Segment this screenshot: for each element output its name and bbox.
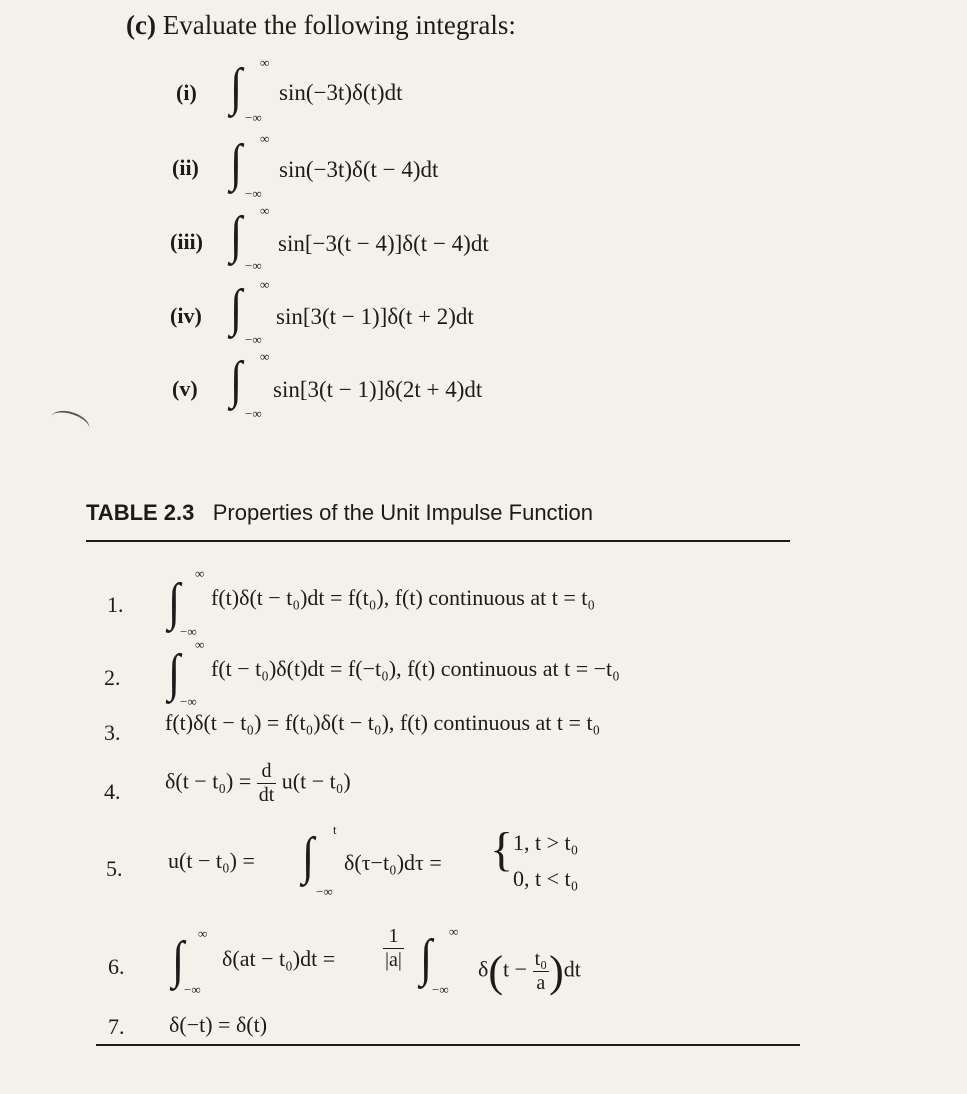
integral-lower-limit: −∞ (316, 884, 333, 899)
rhs-term: t − (503, 956, 528, 982)
row-number: 3. (104, 720, 121, 745)
integral-upper-limit: ∞ (195, 566, 205, 581)
fraction-denominator: a (536, 972, 546, 994)
derivative-fraction (257, 760, 277, 807)
integral-lower-limit: −∞ (184, 982, 201, 997)
table-caption (86, 500, 593, 526)
integral-expression: sin[3(t − 1)]δ(2t + 4)dt (273, 377, 483, 402)
fraction-numerator: d (257, 760, 277, 784)
property-expression: f(t)δ(t − t₀)dt = f(t₀), f(t) continuous at t = t₀ (211, 585, 596, 610)
integral-sign: ∫ (172, 932, 185, 989)
table-label: TABLE 2.3 (86, 500, 195, 525)
integral-upper-limit: ∞ (260, 55, 270, 70)
integral-lower-limit: −∞ (245, 332, 262, 347)
integral-expression: sin[3(t − 1)]δ(t + 2)dt (276, 304, 474, 329)
property-rhs: δ(t − $\frac{\text{t₀}}{a}$ )dt (478, 947, 581, 996)
integral-sign: ∫ (168, 574, 181, 631)
integral-sign: ∫ (230, 59, 243, 116)
piecewise-case: 0, t < t₀ (513, 866, 579, 891)
integral-expression: sin(−3t)δ(t)dt (279, 80, 403, 105)
table-top-rule (86, 540, 790, 542)
fraction-numerator: 1 (383, 925, 404, 949)
piecewise-brace: { (490, 823, 514, 876)
property-rhs: u(t − t₀) (281, 768, 351, 794)
integral-upper-limit: ∞ (260, 203, 270, 218)
integral-upper-limit: ∞ (260, 131, 270, 146)
rhs-differential: dt (563, 956, 581, 982)
property-lhs: δ(at − t₀)dt = (222, 946, 336, 971)
row-number: 2. (104, 665, 121, 690)
integral-upper-limit: ∞ (260, 277, 270, 292)
integral-upper-limit: ∞ (195, 637, 205, 652)
integral-upper-limit: ∞ (198, 926, 208, 941)
integral-lower-limit: −∞ (245, 110, 262, 125)
integral-sign: ∫ (230, 352, 243, 409)
integral-label: (iv) (170, 303, 202, 328)
integral-expression: sin[−3(t − 4)]δ(t − 4)dt (278, 231, 489, 256)
property-expression (165, 760, 351, 807)
property-expression: f(t − t₀)δ(t)dt = f(−t₀), f(t) continuous at t = −t₀ (211, 656, 620, 681)
fraction-numerator: t₀ (534, 948, 548, 970)
row-number: 1. (107, 592, 124, 617)
integral-lower-limit: −∞ (432, 982, 449, 997)
table-title: Properties of the Unit Impulse Function (212, 500, 594, 525)
integral-sign: ∫ (230, 280, 243, 337)
property-middle: δ(τ−t₀)dτ = (344, 850, 442, 875)
row-number: 5. (106, 856, 123, 881)
property-lhs: δ(t − t₀) = (165, 768, 252, 794)
shift-fraction (533, 948, 550, 995)
pencil-mark (48, 406, 93, 439)
row-number: 4. (104, 779, 121, 804)
problem-title: Evaluate the following integrals: (162, 10, 516, 40)
integral-lower-limit: −∞ (180, 624, 197, 639)
integral-lower-limit: −∞ (245, 186, 262, 201)
integral-label: (v) (172, 376, 198, 401)
integral-lower-limit: −∞ (245, 258, 262, 273)
integral-label: (ii) (172, 155, 199, 180)
integral-sign: ∫ (230, 135, 243, 192)
scale-fraction (383, 925, 404, 972)
row-number: 6. (108, 954, 125, 979)
integral-lower-limit: −∞ (180, 694, 197, 709)
property-expression: f(t)δ(t − t₀) = f(t₀)δ(t − t₀), f(t) continuous at t = t₀ (165, 710, 601, 735)
problem-label: (c) (126, 10, 156, 40)
problem-heading (126, 10, 516, 41)
fraction-denominator: |a| (385, 949, 402, 971)
integral-sign: ∫ (168, 645, 181, 702)
table-bottom-rule (96, 1044, 800, 1046)
property-lhs: u(t − t₀) = (168, 848, 255, 873)
integral-expression: sin(−3t)δ(t − 4)dt (279, 157, 439, 182)
integral-label: (i) (176, 80, 197, 105)
integral-lower-limit: −∞ (245, 406, 262, 421)
integral-sign: ∫ (302, 828, 315, 885)
fraction-denominator: dt (258, 784, 275, 806)
property-expression: δ(−t) = δ(t) (169, 1012, 268, 1037)
integral-label: (iii) (170, 229, 203, 254)
row-number: 7. (108, 1014, 125, 1039)
integral-upper-limit: ∞ (260, 349, 270, 364)
integral-upper-limit: t (333, 822, 337, 837)
integral-sign: ∫ (230, 207, 243, 264)
integral-upper-limit: ∞ (449, 924, 459, 939)
integral-sign: ∫ (420, 930, 433, 987)
delta-symbol: δ (478, 956, 489, 982)
piecewise-case: 1, t > t₀ (513, 830, 579, 855)
